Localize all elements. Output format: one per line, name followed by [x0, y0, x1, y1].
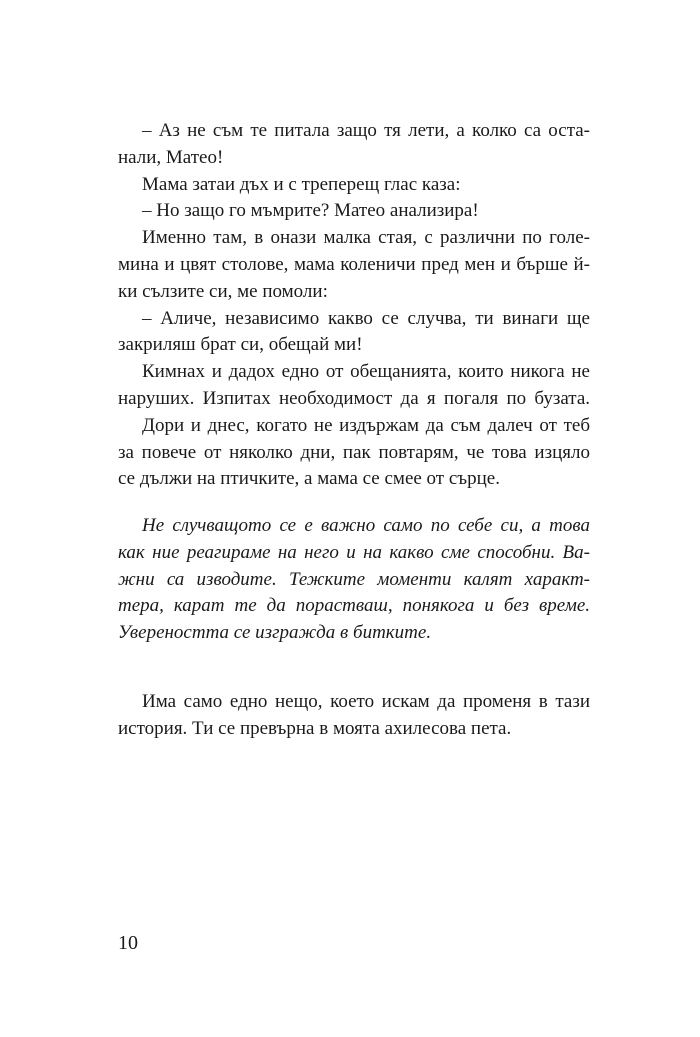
main-text-block: [118, 118, 590, 493]
italic-quote-block: [118, 513, 590, 647]
text-line: се дължи на птичките, а мама се смее от сърце.: [118, 468, 500, 490]
text-line: мина и цвят столове, мама коленичи пред мен и бърше й-: [118, 253, 590, 275]
text-line: Има само едно нещо, което искам да променя в тази: [142, 691, 590, 712]
text-line: Кимнах и дадох едно от обещанията, които никога не: [142, 361, 590, 383]
text-line: наруших. Изпитах необходимост да я погаля по бузата.: [118, 387, 590, 409]
italic-line: жни са изводите. Тежките моменти калят характ-: [118, 568, 590, 590]
text-line: история. Ти се превърна в моята ахилесова пета.: [118, 717, 512, 739]
text-line: закриляш брат си, обещай ми!: [118, 334, 363, 356]
italic-line: Не случващото се е важно само по себе си, а това: [142, 515, 590, 536]
italic-line: Увереността се изгражда в битките.: [118, 622, 432, 644]
text-line: Именно там, в онази малка стая, с различни по голе-: [142, 227, 590, 249]
closing-text-block: [118, 689, 590, 743]
italic-line: тера, карат те да порастваш, понякога и без време.: [118, 595, 590, 617]
page-number: 10: [118, 932, 138, 954]
text-line: – Аличе, независимо какво се случва, ти винаги ще: [142, 307, 590, 329]
italic-line: как ние реагираме на него и на какво сме способни. Ва-: [118, 541, 590, 563]
text-line: Дори и днес, когато не издържам да съм далеч от теб: [142, 414, 590, 436]
text-line: за повече от няколко дни, пак повтарям, че това изцяло: [118, 441, 590, 463]
text-line: – Аз не съм те питала защо тя лети, а колко са оста-: [142, 120, 590, 141]
text-line: Мама затаи дъх и с треперещ глас каза:: [142, 173, 461, 195]
text-line: ки сълзите си, ме помоли:: [118, 280, 328, 302]
text-line: нали, Матео!: [118, 146, 224, 168]
text-line: – Но защо го мъмрите? Матео анализира!: [142, 200, 479, 222]
